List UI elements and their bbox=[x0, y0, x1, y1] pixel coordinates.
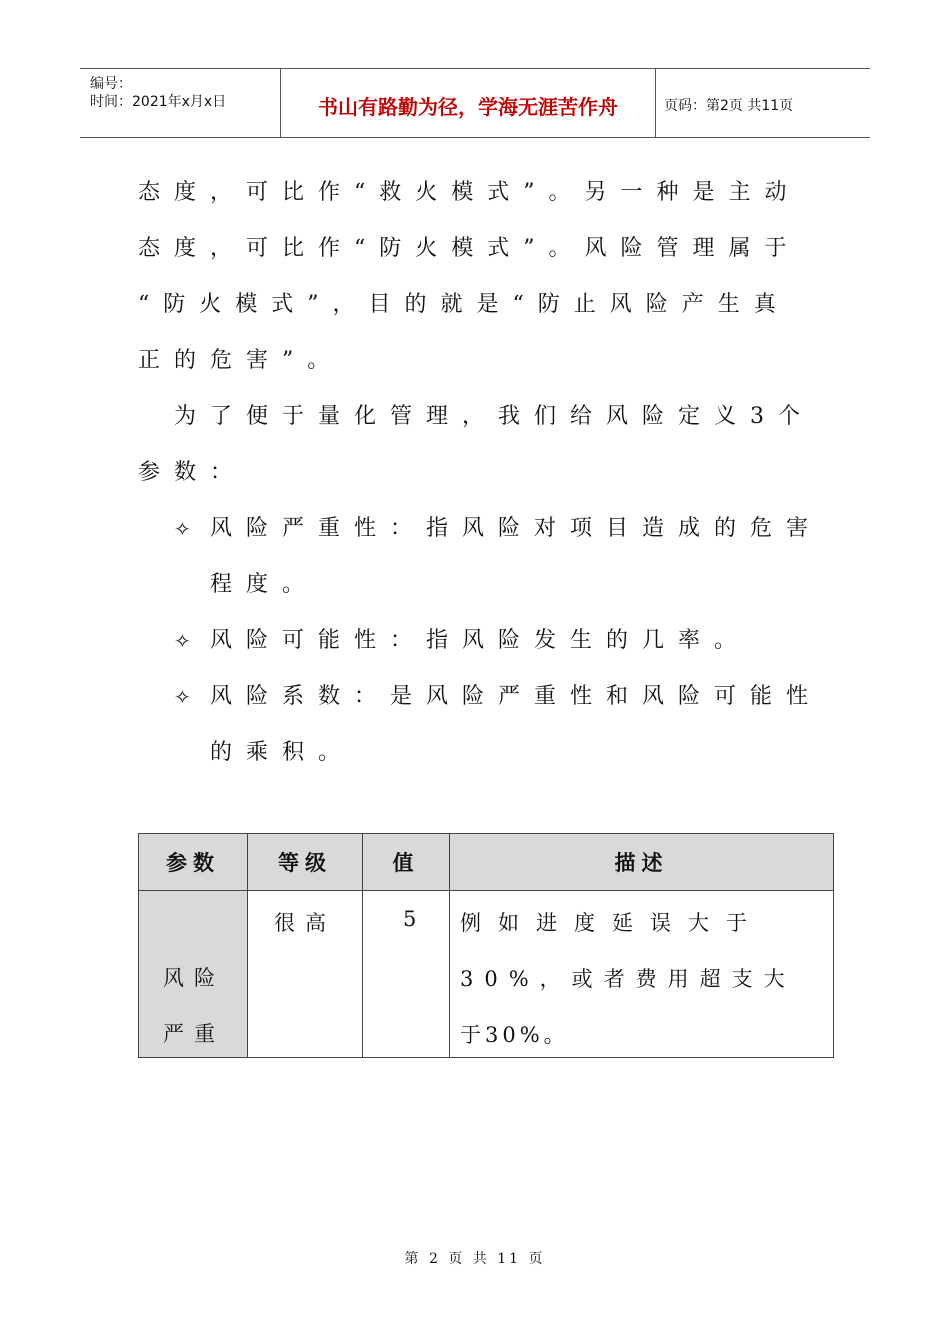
bullet-diamond-icon: ✧ bbox=[174, 517, 191, 541]
description-cell bbox=[450, 891, 834, 1058]
header-motto: 书山有路勤为径，学海无涯苦作舟 bbox=[318, 95, 618, 119]
bullet-item-line: 的乘积。 bbox=[210, 740, 355, 765]
date-label: 时间：2021年x月x日 bbox=[90, 94, 227, 110]
description-line: 于30%。 bbox=[460, 1023, 569, 1047]
header-motto-cell bbox=[280, 69, 656, 137]
value-cell bbox=[363, 891, 450, 1058]
header-page-cell bbox=[656, 69, 870, 137]
numeric-value: 5 bbox=[403, 907, 417, 931]
body-line: 态度，可比作“防火模式”。风险管理属于 bbox=[138, 236, 801, 261]
param-line: 风险 bbox=[163, 966, 225, 990]
header-meta-cell bbox=[80, 69, 280, 137]
body-line: 参数： bbox=[138, 460, 247, 485]
page-header bbox=[80, 68, 870, 138]
level-cell bbox=[248, 891, 363, 1058]
bullet-item-line: 风险严重性：指风险对项目造成的危害 bbox=[210, 516, 823, 541]
body-line: 正的危害”。 bbox=[138, 348, 344, 373]
level-value: 很高 bbox=[274, 911, 336, 935]
column-header-value: 值 bbox=[363, 834, 450, 891]
bullet-diamond-icon: ✧ bbox=[174, 685, 191, 709]
column-header-description: 描述 bbox=[450, 834, 834, 891]
bullet-item-line: 程度。 bbox=[210, 572, 319, 597]
body-line: 为了便于量化管理，我们给风险定义3个 bbox=[174, 404, 814, 429]
param-cell bbox=[139, 891, 248, 1058]
table-header-row bbox=[139, 834, 834, 891]
header-page-label: 页码：第2页 共11页 bbox=[664, 98, 794, 114]
body-line: “防火模式”，目的就是“防止风险产生真 bbox=[138, 292, 790, 317]
bullet-item-line: 风险系数：是风险严重性和风险可能性 bbox=[210, 684, 823, 709]
column-header-param: 参数 bbox=[139, 834, 248, 891]
bullet-diamond-icon: ✧ bbox=[174, 629, 191, 653]
risk-parameter-table bbox=[138, 833, 834, 1058]
page-footer: 第 2 页 共 11 页 bbox=[404, 1251, 546, 1267]
column-header-level: 等级 bbox=[248, 834, 363, 891]
description-line: 30%，或者费用超支大 bbox=[460, 967, 796, 991]
body-line: 态度，可比作“救火模式”。另一种是主动 bbox=[138, 180, 801, 205]
table-row bbox=[139, 891, 834, 1058]
doc-number-label: 编号： bbox=[90, 76, 132, 92]
bullet-item-line: 风险可能性：指风险发生的几率。 bbox=[210, 628, 751, 653]
description-line: 例如进度延误大于 bbox=[460, 911, 764, 935]
param-line: 严重 bbox=[163, 1022, 225, 1046]
